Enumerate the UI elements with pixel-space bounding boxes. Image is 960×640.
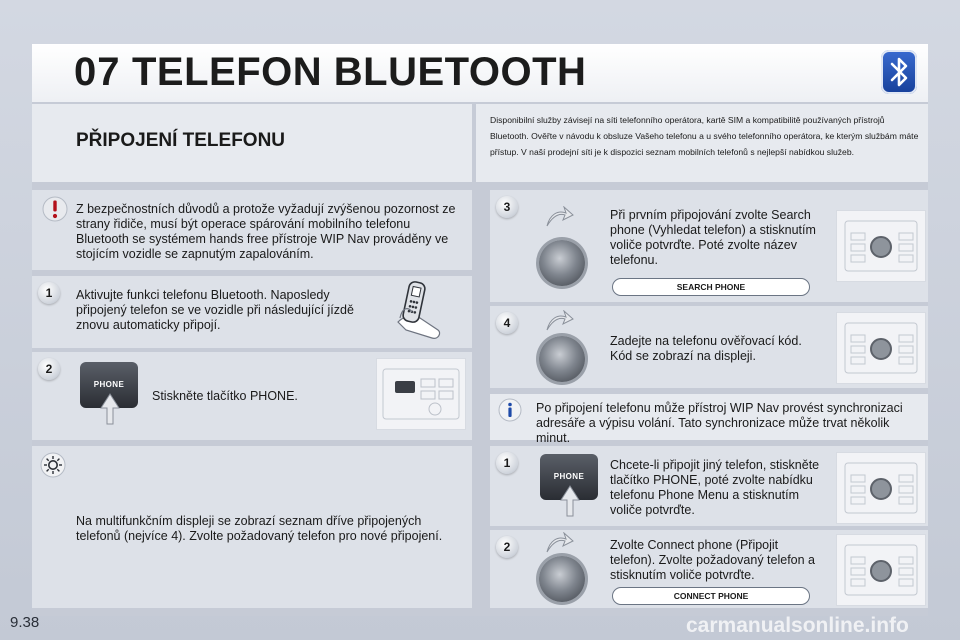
head-unit-icon: [836, 312, 926, 384]
step-number: 2: [496, 536, 518, 558]
left-step-2-text: Stiskněte tlačítko PHONE.: [152, 389, 298, 403]
head-unit-icon: [836, 210, 926, 282]
rotate-arrow-icon: [544, 206, 574, 228]
page-title: TELEFON BLUETOOTH: [132, 50, 587, 94]
head-unit-icon: [376, 358, 466, 430]
warning-icon: [42, 196, 68, 222]
warning-text: Z bezpečnostních důvodů a protože vyžadují zvýšenou pozornost ze strany řidiče, musí být operace spárování mobilního telefonu Bluetooth se systémem hands free přístroje WIP Nav prováděny ve stojícím vozidle se zapnutým zapalováním.: [76, 202, 456, 261]
tip-text: Na multifunkčním displeji se zobrazí seznam dříve připojených telefonů (nejvíce 4). Zvolte požadovaný telefon pro nové připojení.: [76, 514, 443, 543]
rotate-arrow-icon: [544, 532, 574, 554]
step-number: 3: [496, 196, 518, 218]
info-icon: [498, 398, 522, 422]
selector-knob-icon: [539, 240, 585, 286]
watermark: carmanualsonline.info: [686, 614, 909, 637]
right-step-b2-text: Zvolte Connect phone (Připojit telefon). Zvolte požadovaný telefon a stisknutím voliče potvrďte.: [610, 538, 815, 582]
search-phone-label: SEARCH PHONE: [612, 278, 810, 296]
bluetooth-icon: [881, 50, 917, 94]
step-number: 2: [38, 358, 60, 380]
right-step-3-text: Při prvním připojování zvolte Search phone (Vyhledat telefon) a stisknutím voliče potvrďte. Poté zvolte název telefonu.: [610, 208, 816, 267]
left-step-1-text: Aktivujte funkci telefonu Bluetooth. Naposledy připojený telefon se ve vozidle při následující jízdě znovu automaticky připojí.: [76, 288, 354, 332]
step-number: 1: [496, 452, 518, 474]
step-number: 1: [38, 282, 60, 304]
lightbulb-icon: [40, 452, 66, 478]
press-arrow-icon: [557, 484, 583, 518]
mobile-phone-icon: [386, 278, 456, 346]
info-text: Po připojení telefonu může přístroj WIP Nav provést synchronizaci adresáře a výpisu volání. Tato synchronizace může trvat několik minut.: [536, 401, 903, 445]
right-step-4-text: Zadejte na telefonu ověřovací kód. Kód se zobrazí na displeji.: [610, 334, 802, 363]
intro-text: Disponibilní služby závisejí na síti telefonního operátora, kartě SIM a kompatibilitě používaných přístrojů Bluetooth. Ověřte v návodu k obsluze Vašeho telefonu a u svého telefonního operátora, ke kterým službám máte přístup. V naší prodejní síti je k dispozici seznam mobilních telefonů s nejlepší nabídkou služeb.: [490, 115, 919, 157]
head-unit-icon: [836, 452, 926, 524]
chapter-number: 07: [74, 50, 121, 94]
rotate-arrow-icon: [544, 310, 574, 332]
phone-key-icon: PHONE: [80, 362, 138, 408]
connect-phone-label: CONNECT PHONE: [612, 587, 810, 605]
head-unit-icon: [836, 534, 926, 606]
selector-knob-icon: [539, 556, 585, 602]
step-number: 4: [496, 312, 518, 334]
selector-knob-icon: [539, 336, 585, 382]
phone-key-icon: PHONE: [540, 454, 598, 500]
press-arrow-icon: [97, 392, 123, 426]
section-heading: PŘIPOJENÍ TELEFONU: [76, 130, 286, 151]
page-number: 9.38: [10, 614, 40, 631]
right-step-b1-text: Chcete-li připojit jiný telefon, stiskněte tlačítko PHONE, poté zvolte nabídku telefonu Phone Menu a stisknutím voliče potvrďte.: [610, 458, 820, 517]
